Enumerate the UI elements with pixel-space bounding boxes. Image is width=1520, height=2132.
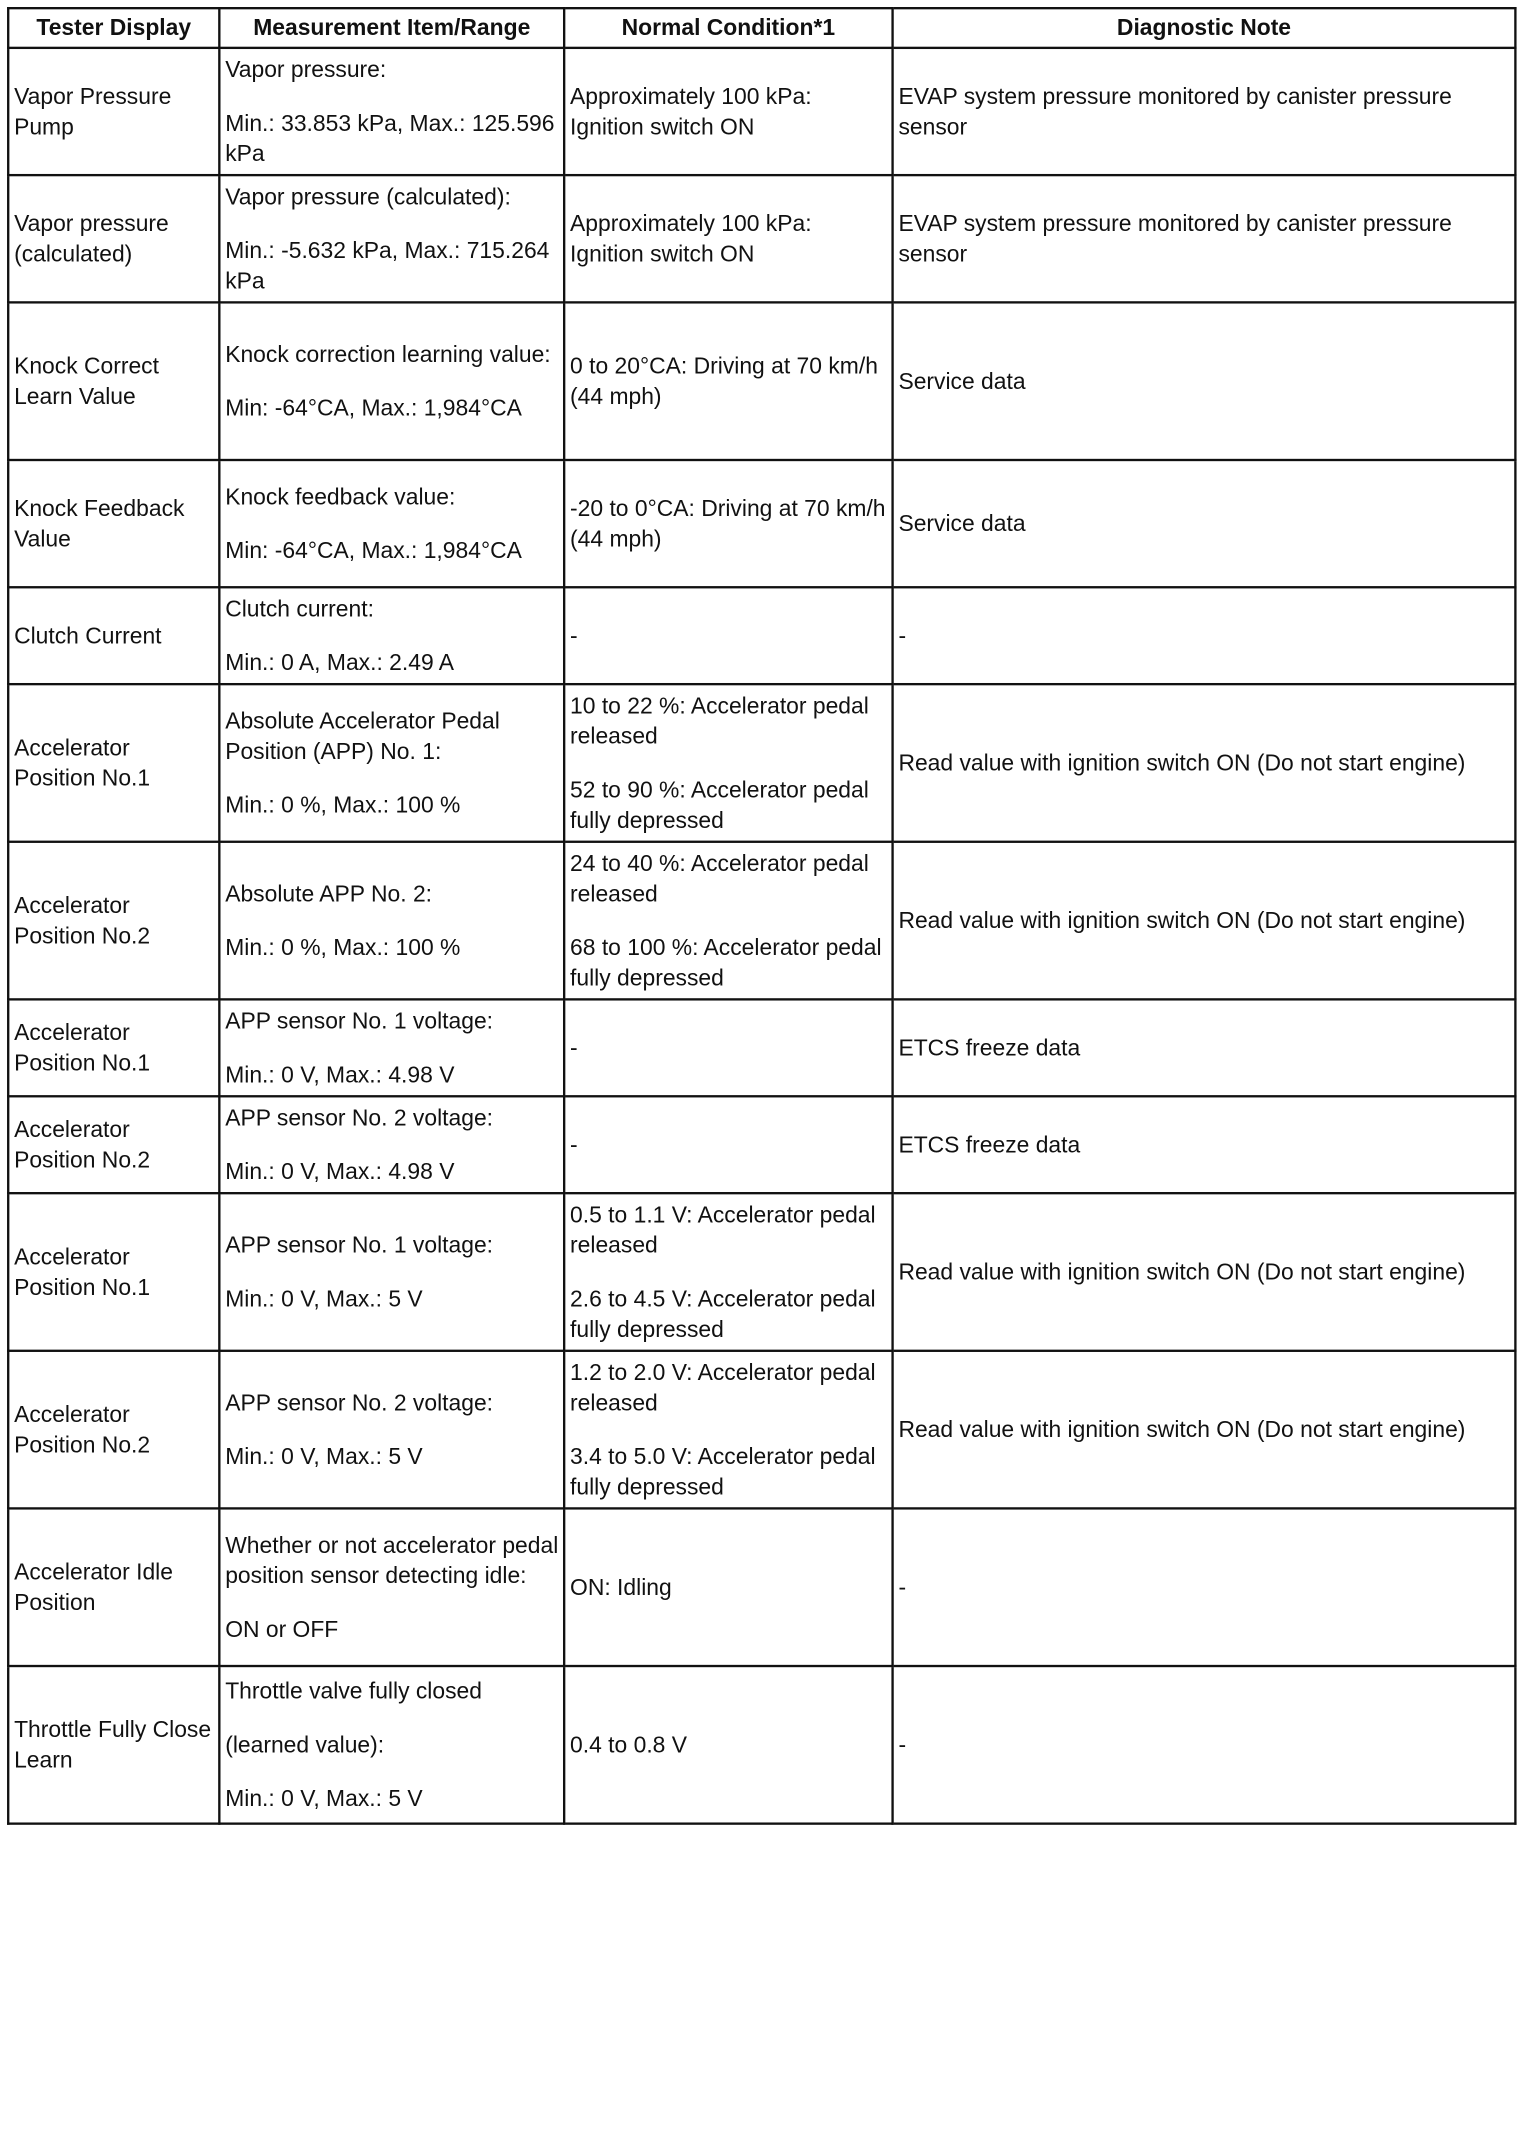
item-line: Min.: 0 V, Max.: 5 V xyxy=(225,1443,423,1470)
table-row xyxy=(8,1351,1515,1509)
header-normal-condition: Normal Condition*1 xyxy=(564,8,892,48)
diagnostic-note-cell: EVAP system pressure monitored by canister pressure sensor xyxy=(893,48,1516,175)
header-measurement-item: Measurement Item/Range xyxy=(219,8,564,48)
item-line: Knock correction learning value: xyxy=(225,341,551,368)
normal-condition-cell xyxy=(564,1666,892,1824)
measurement-item-cell xyxy=(219,587,564,684)
normal-condition-cell xyxy=(564,48,892,175)
diagnostic-note-cell: Service data xyxy=(893,302,1516,460)
item-line: ON or OFF xyxy=(225,1616,339,1643)
condition-line: ON: Idling xyxy=(570,1574,672,1601)
diagnostic-note-cell: Read value with ignition switch ON (Do not start engine) xyxy=(893,1351,1516,1509)
normal-condition-cell xyxy=(564,684,892,842)
condition-line: 0.5 to 1.1 V: Accelerator pedal released xyxy=(570,1201,876,1258)
table-row xyxy=(8,1193,1515,1351)
condition-line: - xyxy=(570,1034,578,1061)
item-line: APP sensor No. 1 voltage: xyxy=(225,1008,494,1034)
normal-condition-cell xyxy=(564,175,892,302)
normal-condition-cell xyxy=(564,460,892,587)
diagnostic-note-cell: ETCS freeze data xyxy=(893,1096,1516,1193)
condition-line: - xyxy=(570,1131,578,1158)
table-row xyxy=(8,460,1515,587)
diagnostic-note-cell: Read value with ignition switch ON (Do not start engine) xyxy=(893,684,1516,842)
condition-line: Approximately 100 kPa: Ignition switch ON xyxy=(570,210,812,267)
item-line: Min: -64°CA, Max.: 1,984°CA xyxy=(225,537,522,564)
table-row xyxy=(8,1096,1515,1193)
diagnostic-note-cell: Read value with ignition switch ON (Do not start engine) xyxy=(893,1193,1516,1351)
tester-display-cell: Accelerator Position No.2 xyxy=(8,1096,219,1193)
item-line: APP sensor No. 2 voltage: xyxy=(225,1105,494,1131)
condition-line: 3.4 to 5.0 V: Accelerator pedal fully depressed xyxy=(570,1443,876,1500)
measurement-item-cell xyxy=(219,999,564,1096)
item-line: Min.: 0 %, Max.: 100 % xyxy=(225,934,461,961)
normal-condition-cell xyxy=(564,587,892,684)
normal-condition-cell xyxy=(564,1193,892,1351)
condition-line: 0.4 to 0.8 V xyxy=(570,1731,688,1758)
diagnostic-note-cell: - xyxy=(893,587,1516,684)
table-row xyxy=(8,48,1515,175)
table-row xyxy=(8,684,1515,842)
item-line: Vapor pressure: xyxy=(225,56,387,83)
condition-line: 10 to 22 %: Accelerator pedal released xyxy=(570,692,869,749)
table-row xyxy=(8,999,1515,1096)
condition-line: 0 to 20°CA: Driving at 70 km/h (44 mph) xyxy=(570,353,878,410)
item-line: Throttle valve fully closed xyxy=(225,1678,482,1704)
condition-line: 68 to 100 %: Accelerator pedal fully depressed xyxy=(570,934,882,991)
normal-condition-cell xyxy=(564,302,892,460)
condition-line: 1.2 to 2.0 V: Accelerator pedal released xyxy=(570,1359,876,1416)
item-line: Absolute APP No. 2: xyxy=(225,880,433,907)
diagnostic-note-cell: - xyxy=(893,1508,1516,1666)
tester-display-cell: Throttle Fully Close Learn xyxy=(8,1666,219,1824)
measurement-item-cell xyxy=(219,1666,564,1824)
tester-display-cell: Accelerator Idle Position xyxy=(8,1508,219,1666)
measurement-item-cell xyxy=(219,48,564,175)
item-line: Absolute Accelerator Pedal Position (APP) No. 1: xyxy=(225,708,500,765)
table-row xyxy=(8,842,1515,1000)
item-line: Min.: 0 V, Max.: 5 V xyxy=(225,1785,423,1812)
table-row xyxy=(8,1666,1515,1824)
diagnostic-note-cell: Read value with ignition switch ON (Do not start engine) xyxy=(893,842,1516,1000)
item-line: Min.: 0 V, Max.: 5 V xyxy=(225,1286,423,1312)
item-line: Min: -64°CA, Max.: 1,984°CA xyxy=(225,395,522,421)
diagnostic-note-cell: ETCS freeze data xyxy=(893,999,1516,1096)
measurement-item-cell xyxy=(219,1508,564,1666)
tester-display-cell: Clutch Current xyxy=(8,587,219,684)
measurement-item-cell xyxy=(219,302,564,460)
item-line: Min.: 0 V, Max.: 4.98 V xyxy=(225,1061,455,1088)
table-row xyxy=(8,175,1515,302)
item-line: (learned value): xyxy=(225,1731,385,1758)
header-diagnostic-note: Diagnostic Note xyxy=(893,8,1516,48)
measurement-item-cell xyxy=(219,1193,564,1351)
tester-display-cell: Accelerator Position No.1 xyxy=(8,684,219,842)
item-line: Knock feedback value: xyxy=(225,483,456,510)
measurement-item-cell xyxy=(219,684,564,842)
tester-display-cell: Knock Correct Learn Value xyxy=(8,302,219,460)
item-line: Min.: 0 A, Max.: 2.49 A xyxy=(225,649,455,676)
item-line: Whether or not accelerator pedal position sensor detecting idle: xyxy=(225,1532,559,1589)
item-line: Min.: 0 V, Max.: 4.98 V xyxy=(225,1158,455,1185)
header-row xyxy=(8,8,1515,48)
diagnostic-note-cell: Service data xyxy=(893,460,1516,587)
tester-display-cell: Accelerator Position No.2 xyxy=(8,1351,219,1509)
diagnostic-note-cell: EVAP system pressure monitored by canister pressure sensor xyxy=(893,175,1516,302)
condition-line: -20 to 0°CA: Driving at 70 km/h (44 mph) xyxy=(570,495,886,552)
data-list-table xyxy=(7,7,1517,1825)
measurement-item-cell xyxy=(219,1096,564,1193)
tester-display-cell: Vapor pressure (calculated) xyxy=(8,175,219,302)
measurement-item-cell xyxy=(219,460,564,587)
normal-condition-cell xyxy=(564,842,892,1000)
condition-line: 24 to 40 %: Accelerator pedal released xyxy=(570,850,869,907)
tester-display-cell: Accelerator Position No.1 xyxy=(8,999,219,1096)
header-tester-display: Tester Display xyxy=(8,8,219,48)
measurement-item-cell xyxy=(219,1351,564,1509)
condition-line: 52 to 90 %: Accelerator pedal fully depressed xyxy=(570,776,869,834)
item-line: Vapor pressure (calculated): xyxy=(225,183,511,210)
normal-condition-cell xyxy=(564,1508,892,1666)
condition-line: 2.6 to 4.5 V: Accelerator pedal fully depressed xyxy=(570,1286,876,1343)
tester-display-cell: Knock Feedback Value xyxy=(8,460,219,587)
normal-condition-cell xyxy=(564,1096,892,1193)
normal-condition-cell xyxy=(564,1351,892,1509)
table-row xyxy=(8,302,1515,460)
item-line: Min.: 33.853 kPa, Max.: 125.596 kPa xyxy=(225,110,555,167)
tester-display-cell: Accelerator Position No.2 xyxy=(8,842,219,1000)
item-line: Min.: -5.632 kPa, Max.: 715.264 kPa xyxy=(225,237,550,294)
item-line: APP sensor No. 2 voltage: xyxy=(225,1389,494,1416)
table-row xyxy=(8,1508,1515,1666)
tester-display-cell: Accelerator Position No.1 xyxy=(8,1193,219,1351)
item-line: Min.: 0 %, Max.: 100 % xyxy=(225,792,461,818)
diagnostic-note-cell: - xyxy=(893,1666,1516,1824)
measurement-item-cell xyxy=(219,842,564,1000)
normal-condition-cell xyxy=(564,999,892,1096)
condition-line: - xyxy=(570,622,578,649)
measurement-item-cell xyxy=(219,175,564,302)
tester-display-cell: Vapor Pressure Pump xyxy=(8,48,219,175)
item-line: Clutch current: xyxy=(225,596,374,622)
condition-line: Approximately 100 kPa: Ignition switch ON xyxy=(570,83,812,140)
table-row xyxy=(8,587,1515,684)
item-line: APP sensor No. 1 voltage: xyxy=(225,1232,494,1258)
